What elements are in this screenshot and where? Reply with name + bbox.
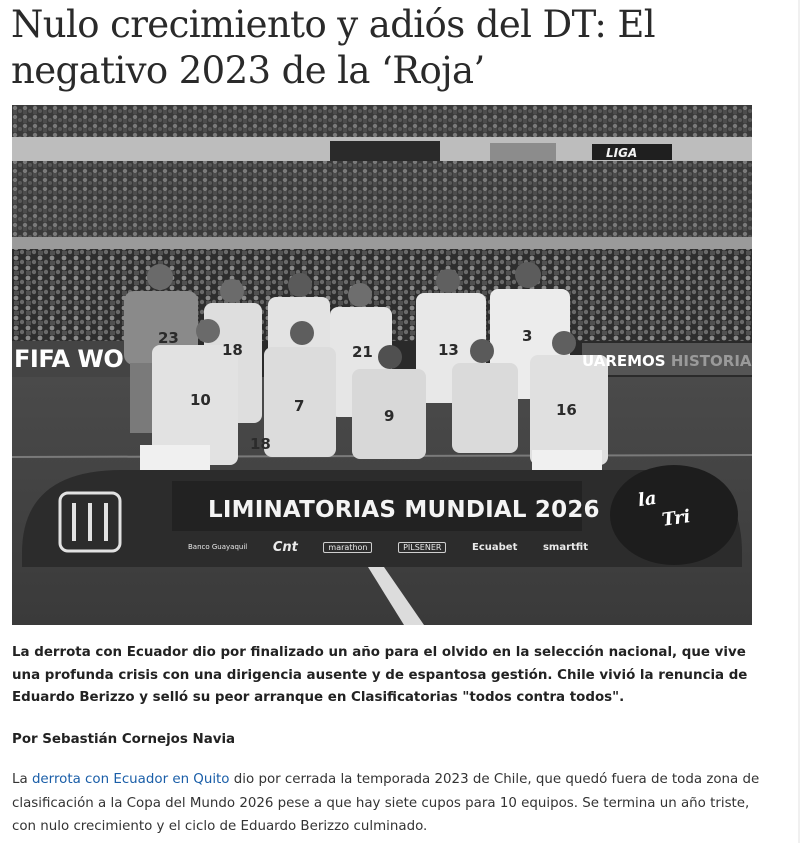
- tri-logo-top: la: [636, 487, 658, 512]
- shirt-number: 13: [438, 341, 459, 359]
- article-headline: Nulo crecimiento y adiós del DT: El negativo 2023 de la ‘Roja’: [11, 3, 656, 92]
- article-byline: Por Sebastián Cornejos Navia: [12, 732, 236, 747]
- ad-board-right-faded: HISTORIA: [670, 352, 752, 370]
- ad-board-left: FIFA WO: [14, 345, 124, 373]
- stand-sign: LIGA: [606, 146, 638, 160]
- team-photo-illustration: [12, 105, 752, 625]
- tri-logo-bottom: Tri: [660, 506, 692, 531]
- shirt-number: 21: [352, 343, 373, 361]
- sponsor-logo: Ecuabet: [472, 541, 518, 553]
- sponsor-logo: Banco Guayaquil: [188, 543, 248, 551]
- quito-defeat-link[interactable]: derrota con Ecuador en Quito: [31, 772, 230, 787]
- board-title: LIMINATORIAS MUNDIAL 2026: [208, 497, 600, 523]
- shirt-number: 23: [158, 329, 179, 347]
- shirt-number: 10: [190, 391, 211, 409]
- shirt-number: 18: [222, 341, 243, 359]
- article-body: [12, 768, 772, 839]
- shirt-number: 9: [384, 407, 395, 425]
- sponsor-logo: Cnt: [272, 539, 298, 555]
- sponsor-logo: PILSENER: [398, 542, 446, 553]
- ad-board-right-strong: UAREMOS: [582, 352, 666, 370]
- article-photo: [12, 105, 752, 625]
- body-suffix: dio por cerrada la temporada 2023 de Chile, que quedó fuera de toda zona de clasificación a la Copa del Mundo 2026 pese a que hay siete cupos para 10 equipos. Se termina un año triste, con nulo crecimiento y el ciclo de Eduardo Berizzo culminado.: [12, 772, 760, 834]
- sponsor-logo: smartfit: [542, 541, 588, 553]
- sponsor-logo: marathon: [323, 542, 372, 553]
- shirt-number: 7: [294, 397, 305, 415]
- shirt-number: 16: [556, 401, 577, 419]
- shirt-number: 3: [522, 327, 533, 345]
- shirt-number: 18: [250, 435, 271, 453]
- body-prefix: La: [12, 772, 32, 787]
- article-lede: La derrota con Ecuador dio por finalizado un año para el olvido en la selección nacional, que vive una profunda crisis con una dirigencia ausente y de espantosa gestión. Chile vivió la renuncia de Eduardo Berizzo y selló su peor arranque en Clasificatorias "todos contra todos".: [12, 645, 748, 705]
